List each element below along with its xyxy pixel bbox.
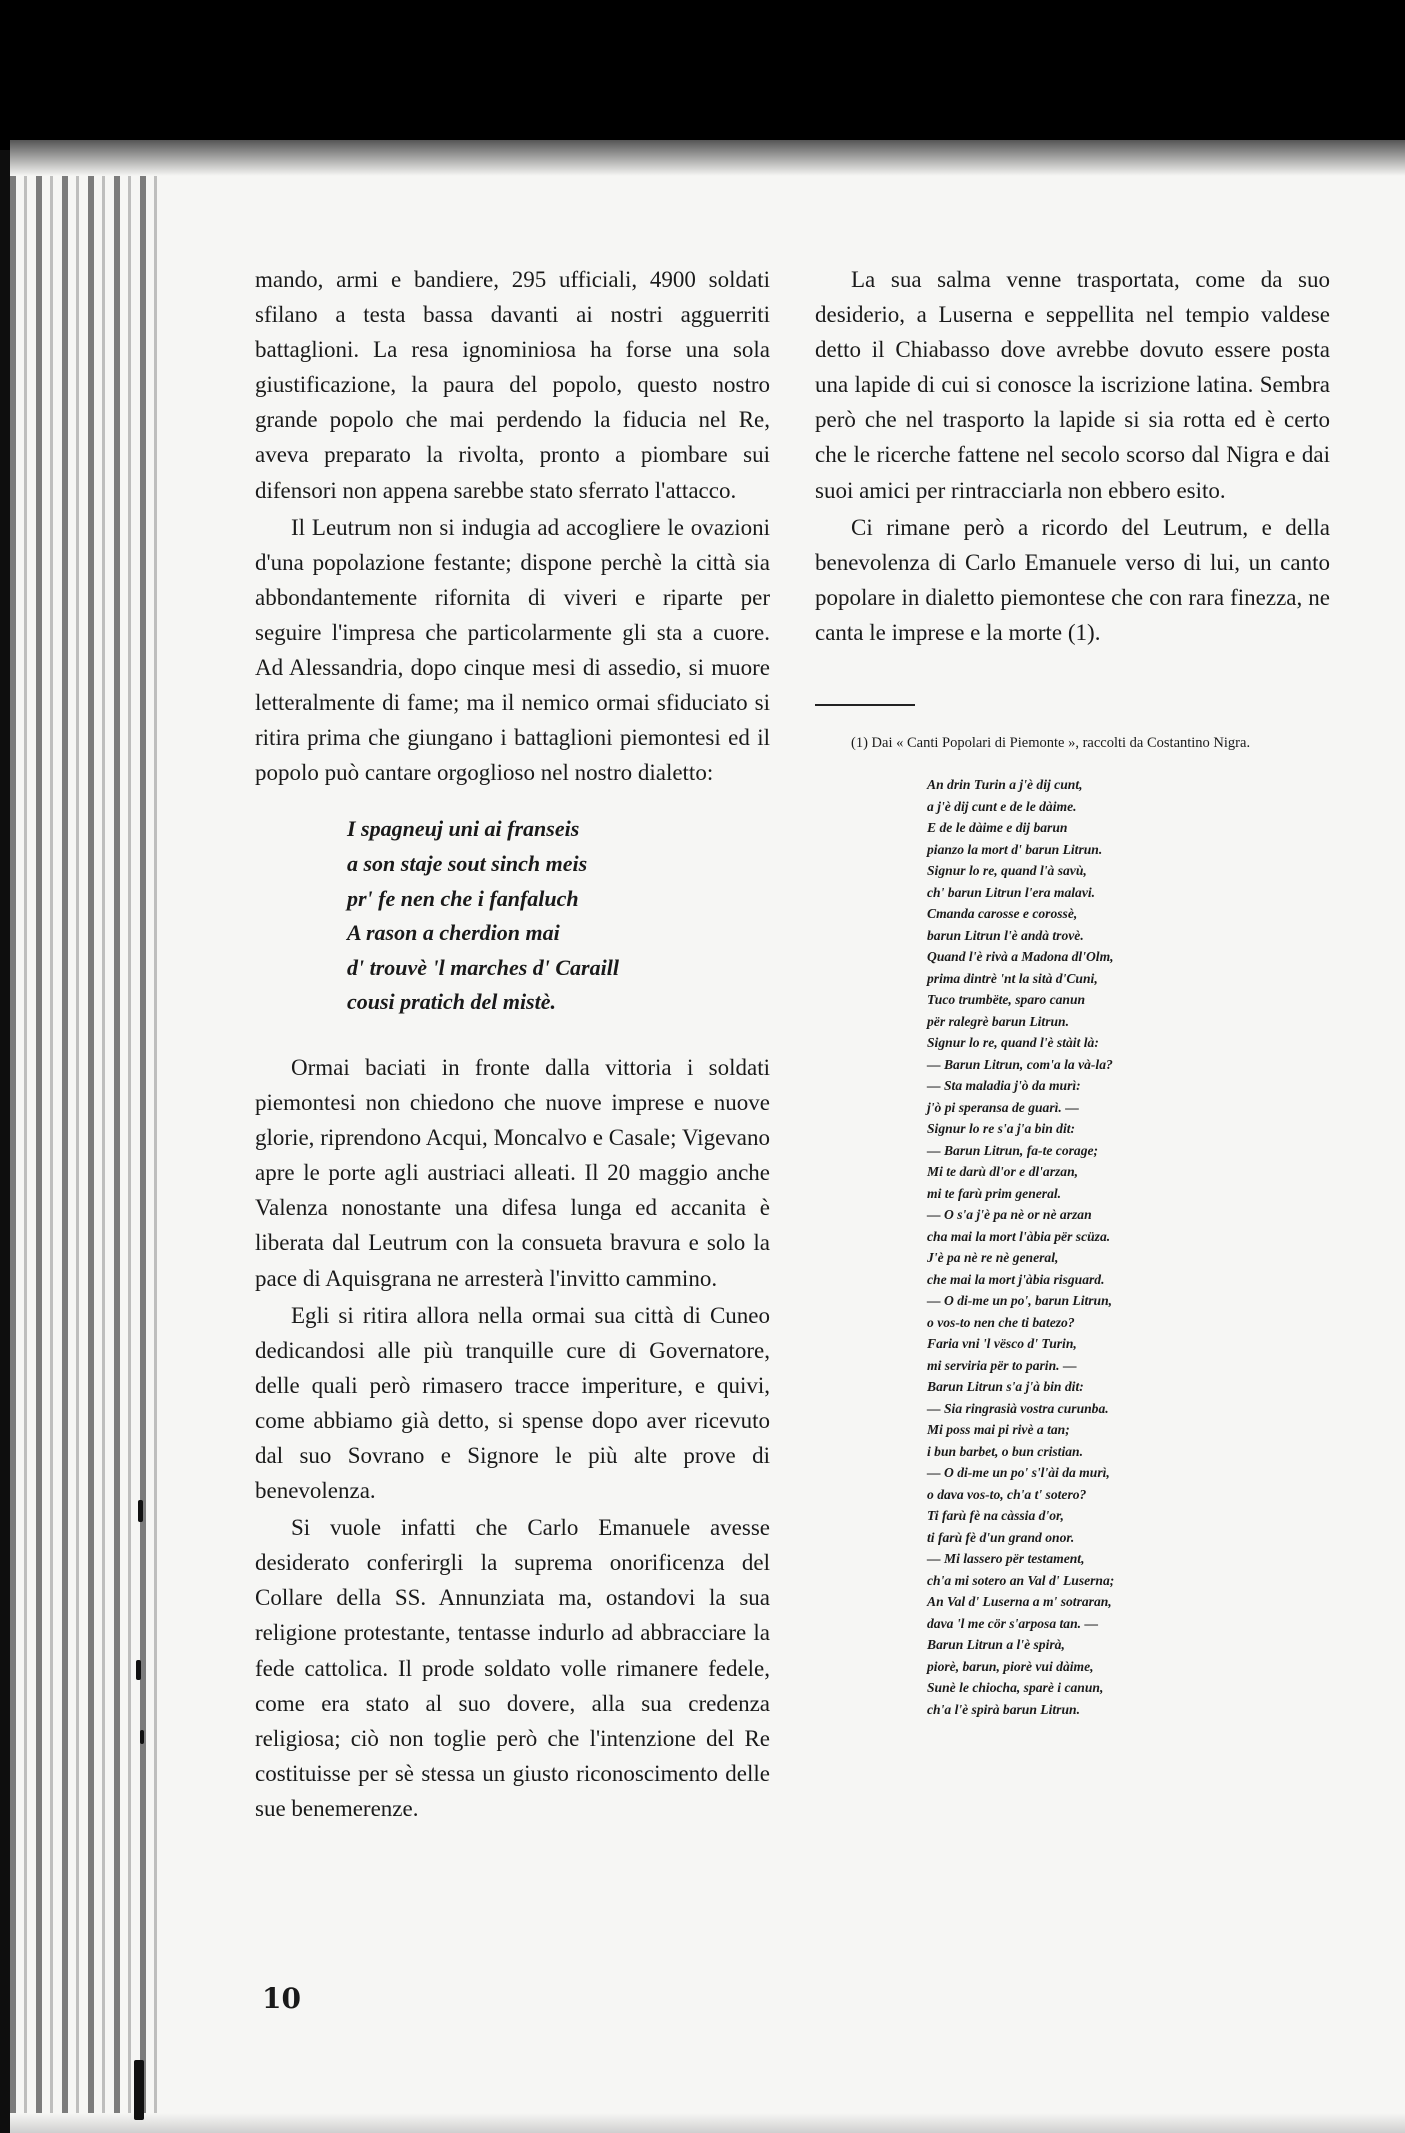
poem-line: prima dintrè 'nt la sità d'Cuni,: [927, 970, 1098, 986]
poem-line: I spagneuj uni ai franseis: [347, 816, 580, 842]
poem-line: d' trouvè 'l marches d' Caraill: [347, 954, 619, 980]
poem-line: — O di-me un po', barun Litrun,: [927, 1293, 1113, 1309]
poem-line: ch' barun Litrun l'era malavi.: [927, 884, 1096, 900]
poem-line: Mi poss mai pi rivè a tan;: [927, 1422, 1070, 1438]
page-number: 10: [262, 1982, 301, 2015]
poem-line: Barun Litrun a l'è spirà,: [927, 1637, 1065, 1653]
poem-line: E de le dàime e dij barun: [927, 820, 1068, 836]
poem-line: che mai la mort j'àbia risguard.: [927, 1271, 1105, 1287]
page-bottom-edge: [10, 2113, 1405, 2133]
poem-line: — Sia ringrasià vostra curunba.: [927, 1400, 1109, 1416]
poem-line: a son staje sout sinch meis: [347, 851, 588, 876]
poem-line: j'ò pi speransa de guarì. —: [927, 1099, 1079, 1115]
poem-line: Quand l'è rivà a Madona dl'Olm,: [927, 949, 1114, 965]
poem-line: cha mai la mort l'àbia për scüza.: [927, 1228, 1111, 1244]
poem-line: — O s'a j'è pa nè or nè arzan: [927, 1207, 1092, 1223]
poem-line: mi serviria për to parin. —: [927, 1357, 1077, 1373]
paragraph: Il Leutrum non si indugia ad accogliere le ovazioni d'una popolazione festante; dispone perchè la città sia abbondantemente rifornita di viveri e riparte per seguire l'impresa che particolarmente gli sta a cuore. Ad Alessandria, dopo cinque mesi di assedio, si muore letteralmente di fame; ma il nemico ormai sfiduciato si ritira prima che giungano i battaglioni piemontesi ed il popolo può cantare orgoglioso nel nostro dialetto:: [255, 514, 770, 786]
poem-line: Barun Litrun s'a j'à bin dit:: [927, 1379, 1084, 1395]
paragraph: mando, armi e bandiere, 295 ufficiali, 4900 soldati sfilano a testa bassa davanti ai nostri agguerriti battaglioni. La resa ignominiosa ha forse una sola giustificazione, la paura del popolo, questo nostro grande popolo che mai perdendo la fiducia nel Re, aveva preparato la rivolta, pronto a piombare sui difensori non appena sarebbe stato sferrato l'attacco.: [255, 267, 770, 503]
poem-line: mi te farù prim general.: [927, 1185, 1062, 1201]
poem-line: Signur lo re, quand l'è stàit là:: [927, 1035, 1099, 1051]
poem-line: — Barun Litrun, fa-te corage;: [927, 1142, 1099, 1158]
poem-line: pianzo la mort d' barun Litrun.: [927, 841, 1103, 857]
poem-line: Ti farù fè na càssia d'or,: [927, 1508, 1064, 1524]
poem-line: Cmanda carosse e corossè,: [927, 906, 1078, 922]
poem-line: për ralegrè barun Litrun.: [927, 1013, 1070, 1029]
poem-line: Mi te darù dl'or e dl'arzan,: [927, 1164, 1079, 1180]
poem-line: — Sta maladia j'ò da murì:: [927, 1078, 1081, 1094]
left-column: [255, 262, 770, 1826]
poem-line: J'è pa nè re nè general,: [927, 1250, 1059, 1266]
poem-line: — Mi lassero për testament,: [927, 1551, 1085, 1567]
poem-line: o vos-to nen che ti batezo?: [927, 1314, 1075, 1330]
footnote-poem: [927, 774, 1330, 1720]
poem-line: Signur lo re, quand l'à savù,: [927, 863, 1087, 879]
poem-line: An drin Turin a j'è dij cunt,: [927, 777, 1083, 793]
poem-line: a j'è dij cunt e de le dàime.: [927, 798, 1077, 814]
poem-line: ti farù fè d'un grand onor.: [927, 1529, 1075, 1545]
paragraph: Si vuole infatti che Carlo Emanuele avesse desiderato conferirgli la suprema onorificenza del Collare della SS. Annunziata ma, ostandovi la sua religione protestante, tentasse indurlo ad abbracciare la fede cattolica. Il prode soldato volle rimanere fedele, come era stato al suo dovere, alla sua credenza religiosa; ciò non toglie però che l'intenzione del Re costituisse per sè stessa un giusto riconoscimento delle sue benemerenze.: [255, 1515, 770, 1821]
poem-line: cousi pratich del mistè.: [347, 989, 556, 1015]
scan-top-band: [0, 0, 1405, 150]
footnote: (1) Dai « Canti Popolari di Piemonte », raccolti da Costantino Nigra.: [851, 735, 1251, 752]
right-column: [815, 262, 1330, 1720]
poem-line: i bun barbet, o bun cristian.: [927, 1443, 1083, 1459]
poem-line: barun Litrun l'è andà trovè.: [927, 927, 1084, 943]
poem-line: Tuco trumbëte, sparo canun: [927, 992, 1086, 1008]
poem-line: pr' fe nen che i fanfaluch: [347, 885, 579, 911]
poem-line: dava 'l me cör s'arposa tan. —: [927, 1615, 1099, 1631]
poem-line: A rason a cherdion mai: [347, 920, 560, 946]
poem-line: — Barun Litrun, com'a la và-la?: [927, 1056, 1113, 1072]
poem-line: ch'a l'è spirà barun Litrun.: [927, 1701, 1080, 1717]
paragraph: Ormai baciati in fronte dalla vittoria i soldati piemontesi non chiedono che nuove imprese e nuove glorie, riprendono Acqui, Moncalvo e Casale; Vigevano apre le porte agli austriaci alleati. Il 20 maggio anche Valenza nonostante una difesa lunga ed accanita è liberata dal Leutrum con la consueta bravura e solo la pace di Aquisgrana ne arresterà l'invitto cammino.: [255, 1054, 770, 1291]
footnote-separator: [815, 704, 915, 706]
poem-line: Faria vni 'l vësco d' Turin,: [927, 1336, 1077, 1352]
poem-line: o dava vos-to, ch'a t' sotero?: [927, 1486, 1087, 1502]
poem-line: Signur lo re s'a j'a bin dit:: [927, 1121, 1076, 1137]
poem-line: ch'a mi sotero an Val d' Luserna;: [927, 1572, 1115, 1588]
poem-line: Sunè le chiocha, sparè i canun,: [927, 1680, 1104, 1696]
dialect-poem: [347, 812, 770, 1020]
paragraph: La sua salma venne trasportata, come da suo desiderio, a Luserna e seppellita nel tempio valdese detto il Chiabasso dove avrebbe dovuto essere posta una lapide di cui si conosce la iscrizione latina. Sembra però che nel trasporto la lapide si sia rotta ed è certo che le ricerche fattene nel secolo scorso dal Nigra e dai suoi amici per rintracciarla non ebbero esito.: [815, 267, 1330, 503]
poem-line: An Val d' Luserna a m' sotraran,: [927, 1594, 1112, 1610]
paragraph: Ci rimane però a ricordo del Leutrum, e della benevolenza di Carlo Emanuele verso di lui, un canto popolare in dialetto piemontese che con rara finezza, ne canta le imprese e la morte (1).: [815, 514, 1330, 645]
poem-line: piorè, barun, piorè vui dàime,: [927, 1658, 1094, 1674]
paragraph: Egli si ritira allora nella ormai sua città di Cuneo dedicandosi alle più tranquille cure di Governatore, delle quali però rimasero tracce imperiture, e quivi, come abbiamo già detto, si spense dopo aver ricevuto dal suo Sovrano e Signore le più alte prove di benevolenza.: [255, 1302, 770, 1504]
poem-line: — O di-me un po' s'l'ài da murì,: [927, 1465, 1110, 1481]
